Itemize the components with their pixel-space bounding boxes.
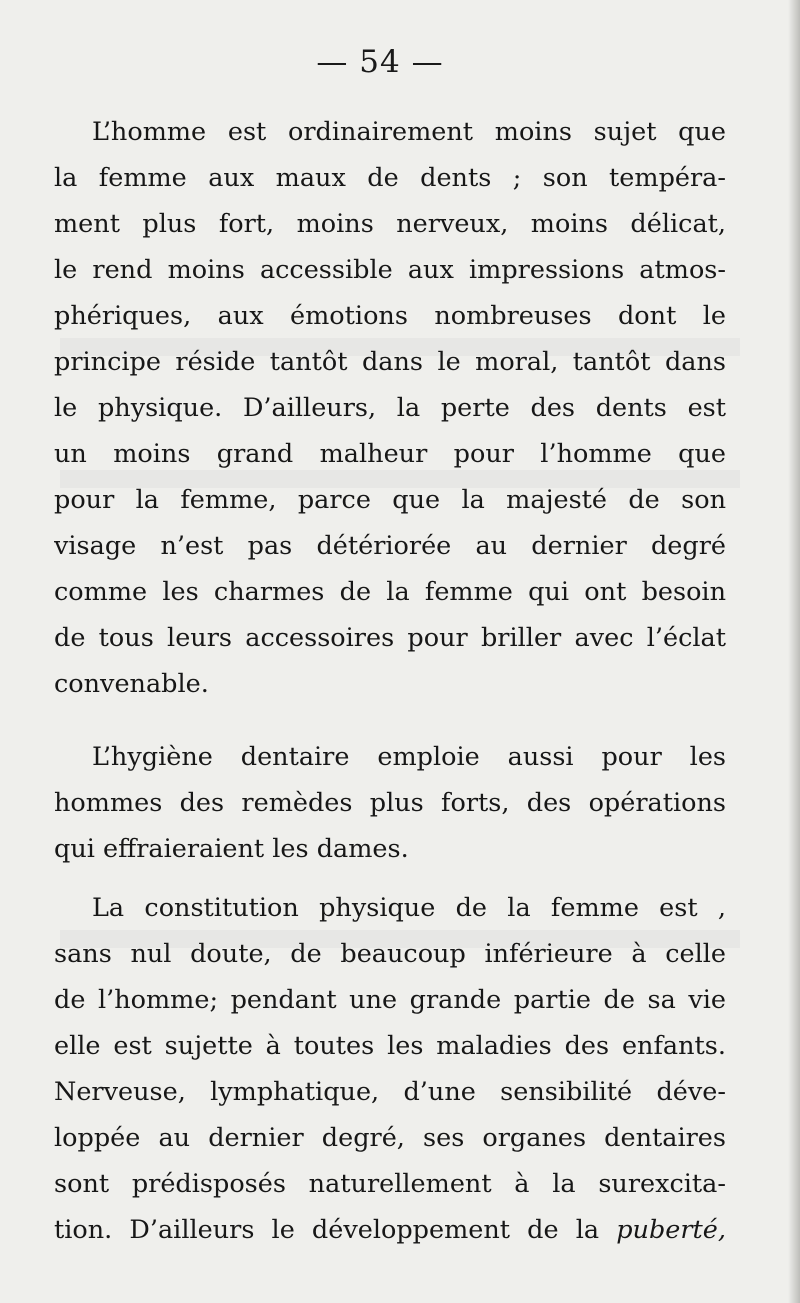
text-line: de tous leurs accessoires pour briller avec l’éclat — [54, 623, 726, 653]
text-line: sont prédisposés naturellement à la surexcita- — [54, 1169, 726, 1199]
text-line: la femme aux maux de dents ; son tempéra- — [54, 163, 726, 193]
page-edge-shadow — [788, 0, 800, 1303]
text-line: un moins grand malheur pour l’homme que — [54, 439, 726, 469]
text-line: le physique. D’ailleurs, la perte des dents est — [54, 393, 726, 423]
text-line: hommes des remèdes plus forts, des opérations — [54, 788, 726, 818]
text-line: sans nul doute, de beaucoup inférieure à celle — [54, 939, 726, 969]
text-line: L’homme est ordinairement moins sujet que — [92, 117, 726, 147]
paragraph-1 — [54, 109, 726, 707]
paragraph-2 — [54, 734, 726, 872]
text-line-final — [54, 1207, 726, 1253]
text-line: comme les charmes de la femme qui ont besoin — [54, 577, 726, 607]
text-line: phériques, aux émotions nombreuses dont le — [54, 301, 726, 331]
text-line: convenable. — [54, 669, 209, 699]
text-line-roman: tion. D’ailleurs le développement de la — [54, 1215, 617, 1245]
text-line: le rend moins accessible aux impressions atmos- — [54, 255, 726, 285]
text-line: elle est sujette à toutes les maladies des enfants. — [54, 1031, 726, 1061]
italic-word: puberté, — [616, 1215, 726, 1245]
text-line: loppée au dernier degré, ses organes dentaires — [54, 1123, 726, 1153]
text-line: La constitution physique de la femme est , — [92, 893, 726, 923]
paragraph-3 — [54, 885, 726, 1253]
text-line: principe réside tantôt dans le moral, tantôt dans — [54, 347, 726, 377]
text-line: L’hygiène dentaire emploie aussi pour les — [92, 742, 726, 772]
text-line: de l’homme; pendant une grande partie de sa vie — [54, 985, 726, 1015]
text-line: visage n’est pas détériorée au dernier degré — [54, 531, 726, 561]
text-line: pour la femme, parce que la majesté de son — [54, 485, 726, 515]
text-line: ment plus fort, moins nerveux, moins délicat, — [54, 209, 726, 239]
text-line: Nerveuse, lymphatique, d’une sensibilité déve- — [54, 1077, 726, 1107]
text-line: qui effraieraient les dames. — [54, 834, 409, 864]
page-number: — 54 — — [316, 44, 444, 80]
